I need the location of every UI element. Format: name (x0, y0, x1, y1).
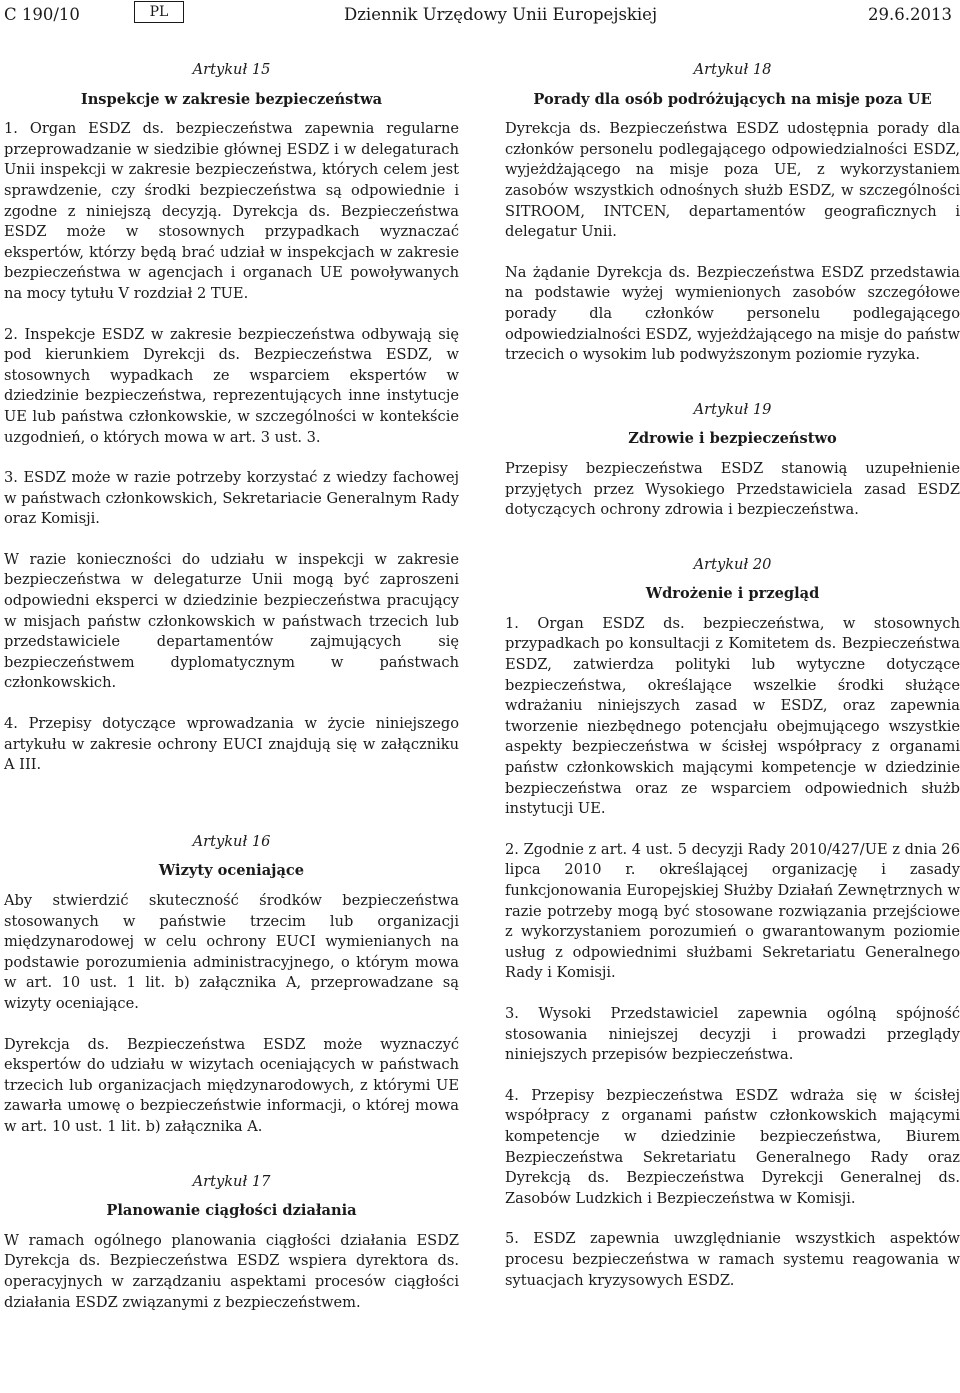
article-title: Wdrożenie i przegląd (645, 585, 820, 603)
paragraph: 4. Przepisy dotyczące wprowadzania w życie niniejszego artykułu w zakresie ochrony EUCI znajdują się w załączniku A III. (4, 715, 459, 774)
publication-date: 29.6.2013 (868, 5, 952, 24)
paragraph: 5. ESDZ zapewnia uwzględnianie wszystkich aspektów procesu bezpieczeństwa w ramach systemu reagowania w sytuacjach kryzysowych ESDZ. (505, 1230, 960, 1289)
oj-reference: C 190/10 (4, 5, 80, 24)
article-title: Porady dla osób podróżujących na misje poza UE (533, 90, 932, 108)
left-column (4, 60, 459, 1313)
paragraph: 2. Zgodnie z art. 4 ust. 5 decyzji Rady 2010/427/UE z dnia 26 lipca 2010 r. określającej organizację i zasady funkcjonowania Europejskiej Służby Działań Zewnętrznych w razie potrzeby mogą być stosowane rozwiązania przejściowe z wykorzystaniem porozumień o gwarantowanym poziomie usług z odpowiednimi służbami Sekretariatu Generalnego Rady i Komisji. (505, 840, 960, 982)
paragraph: 4. Przepisy bezpieczeństwa ESDZ wdraża się w ścisłej współpracy z organami państw członkowskich mającymi kompetencje w dziedzinie bezpieczeństwa, Biurem Bezpieczeństwa Sekretariatu Generalnego Rady oraz Dyrekcją ds. Bezpieczeństwa Dyrekcji Generalnej ds. Zasobów Ludzkich i Bezpieczeństwa w Komisji. (505, 1086, 960, 1207)
article-title: Wizyty oceniające (158, 862, 305, 880)
paragraph: Dyrekcja ds. Bezpieczeństwa ESDZ może wyznaczyć ekspertów do udziału w wizytach oceniających w państwach trzecich lub organizacjach międzynarodowych, z którymi UE zawarła umowę o bezpieczeństwie informacji, o której mowa w art. 10 ust. 1 lit. b) załącznika A. (4, 1035, 459, 1135)
article-number: Artykuł 20 (693, 555, 772, 573)
article-20 (505, 555, 960, 1291)
language-box: PL (134, 1, 184, 23)
paragraph: 2. Inspekcje ESDZ w zakresie bezpieczeństwa odbywają się pod kierunkiem Dyrekcji ds. Bezpieczeństwa ESDZ, w stosownych wypadkach ze wsparciem ekspertów w dziedzinie bezpieczeństwa, reprezentujących inne instytucje UE lub państwa członkowskie, w szczególności w kontekście uzgodnień, o których mowa w art. 3 ust. 3. (4, 325, 459, 446)
article-title: Zdrowie i bezpieczeństwo (628, 430, 837, 448)
right-column (505, 60, 960, 1291)
paragraph: Na żądanie Dyrekcja ds. Bezpieczeństwa ESDZ przedstawia na podstawie wyżej wymienionych zasobów szczegółowe porady dla członków personelu podlegającego odpowiedzialności ESDZ, wyjeżdżającego na misje do państw trzecich o wysokim lub podwyższonym poziomie ryzyka. (505, 263, 960, 364)
article-15 (4, 60, 459, 776)
paragraph: 1. Organ ESDZ ds. bezpieczeństwa, w stosownych przypadkach po konsultacji z Komitetem ds. Bezpieczeństwa ESDZ, zatwierdza polityki lub wytyczne dotyczące bezpieczeństwa, określające wszelkie środki służące wdrażaniu niniejszych zasad w ESDZ, oraz zapewnia tworzenie niezbędnego potencjału obejmującego wszystkie aspekty bezpieczeństwa w ścisłej współpracy z organami państw członkowskich mającymi kompetencje w dziedzinie bezpieczeństwa oraz ze wsparciem odpowiednich służb instytucji UE. (505, 614, 960, 818)
page-header (0, 0, 960, 30)
article-number: Artykuł 18 (693, 61, 772, 78)
paragraph: Dyrekcja ds. Bezpieczeństwa ESDZ udostępnia porady dla członków personelu podlegającego odpowiedzialności ESDZ, wyjeżdżającego na misje poza UE, z wykorzystaniem zasobów wszystkich odnośnych służb ESDZ, w szczególności SITROOM, INTCEN, departamentów geograficznych i delegatur Unii. (505, 120, 960, 241)
paragraph: W ramach ogólnego planowania ciągłości działania ESDZ Dyrekcja ds. Bezpieczeństwa ESDZ wspiera dyrektora ds. operacyjnych w zarządzaniu aspektami procesów ciągłości działania ESDZ związanymi z bezpieczeństwem. (4, 1231, 459, 1311)
paragraph: W razie konieczności do udziału w inspekcji w zakresie bezpieczeństwa w delegaturze Unii mogą być zaproszeni odpowiedni eksperci w dziedzinie bezpieczeństwa pracujący w misjach państw członkowskich w państwach trzecich lub przedstawiciele departamentów zajmujących się bezpieczeństwem dyplomatycznym w państwach członkowskich. (4, 550, 459, 692)
article-number: Artykuł 16 (192, 832, 271, 850)
paragraph: Aby stwierdzić skuteczność środków bezpieczeństwa stosowanych w państwie trzecim lub organizacji międzynarodowej w celu ochrony EUCI wymienianych na podstawie porozumienia administracyjnego, o którym mowa w art. 10 ust. 1 lit. b) załącznika A, przeprowadzane są wizyty oceniające. (4, 892, 459, 1012)
paragraph: 3. ESDZ może w razie potrzeby korzystać z wiedzy fachowej w państwach członkowskich, Sekretariacie Generalnym Rady oraz Komisji. (4, 469, 459, 528)
journal-title: Dziennik Urzędowy Unii Europejskiej (344, 5, 658, 24)
paragraph: 1. Organ ESDZ ds. bezpieczeństwa zapewnia regularne przeprowadzanie w siedzibie głównej ESDZ i w delegaturach Unii inspekcji w zakresie bezpieczeństwa, których celem jest sprawdzenie, czy środki bezpieczeństwa są odpowiednie i zgodne z niniejszą decyzją. Dyrekcja ds. Bezpieczeństwa ESDZ może w stosownych przypadkach wyznaczać ekspertów, którzy będą brać udział w inspekcjach w zakresie bezpieczeństwa w agencjach i organach UE powoływanych na mocy tytułu V rozdział 2 TUE. (4, 120, 459, 302)
article-number: Artykuł 15 (192, 61, 271, 78)
article-16 (4, 832, 459, 1138)
article-number: Artykuł 19 (693, 400, 772, 418)
article-17 (4, 1172, 459, 1314)
article-title: Inspekcje w zakresie bezpieczeństwa (80, 90, 383, 108)
paragraph: Przepisy bezpieczeństwa ESDZ stanowią uzupełnienie przyjętych przez Wysokiego Przedstawiciela zasad ESDZ dotyczących ochrony zdrowia i bezpieczeństwa. (505, 459, 960, 519)
article-18 (505, 60, 960, 366)
article-19 (505, 400, 960, 521)
article-title: Planowanie ciągłości działania (106, 1202, 357, 1220)
article-number: Artykuł 17 (192, 1172, 271, 1190)
paragraph: 3. Wysoki Przedstawiciel zapewnia ogólną spójność stosowania niniejszej decyzji i prowadzi przeglądy niniejszych przepisów bezpieczeństwa. (505, 1004, 960, 1064)
